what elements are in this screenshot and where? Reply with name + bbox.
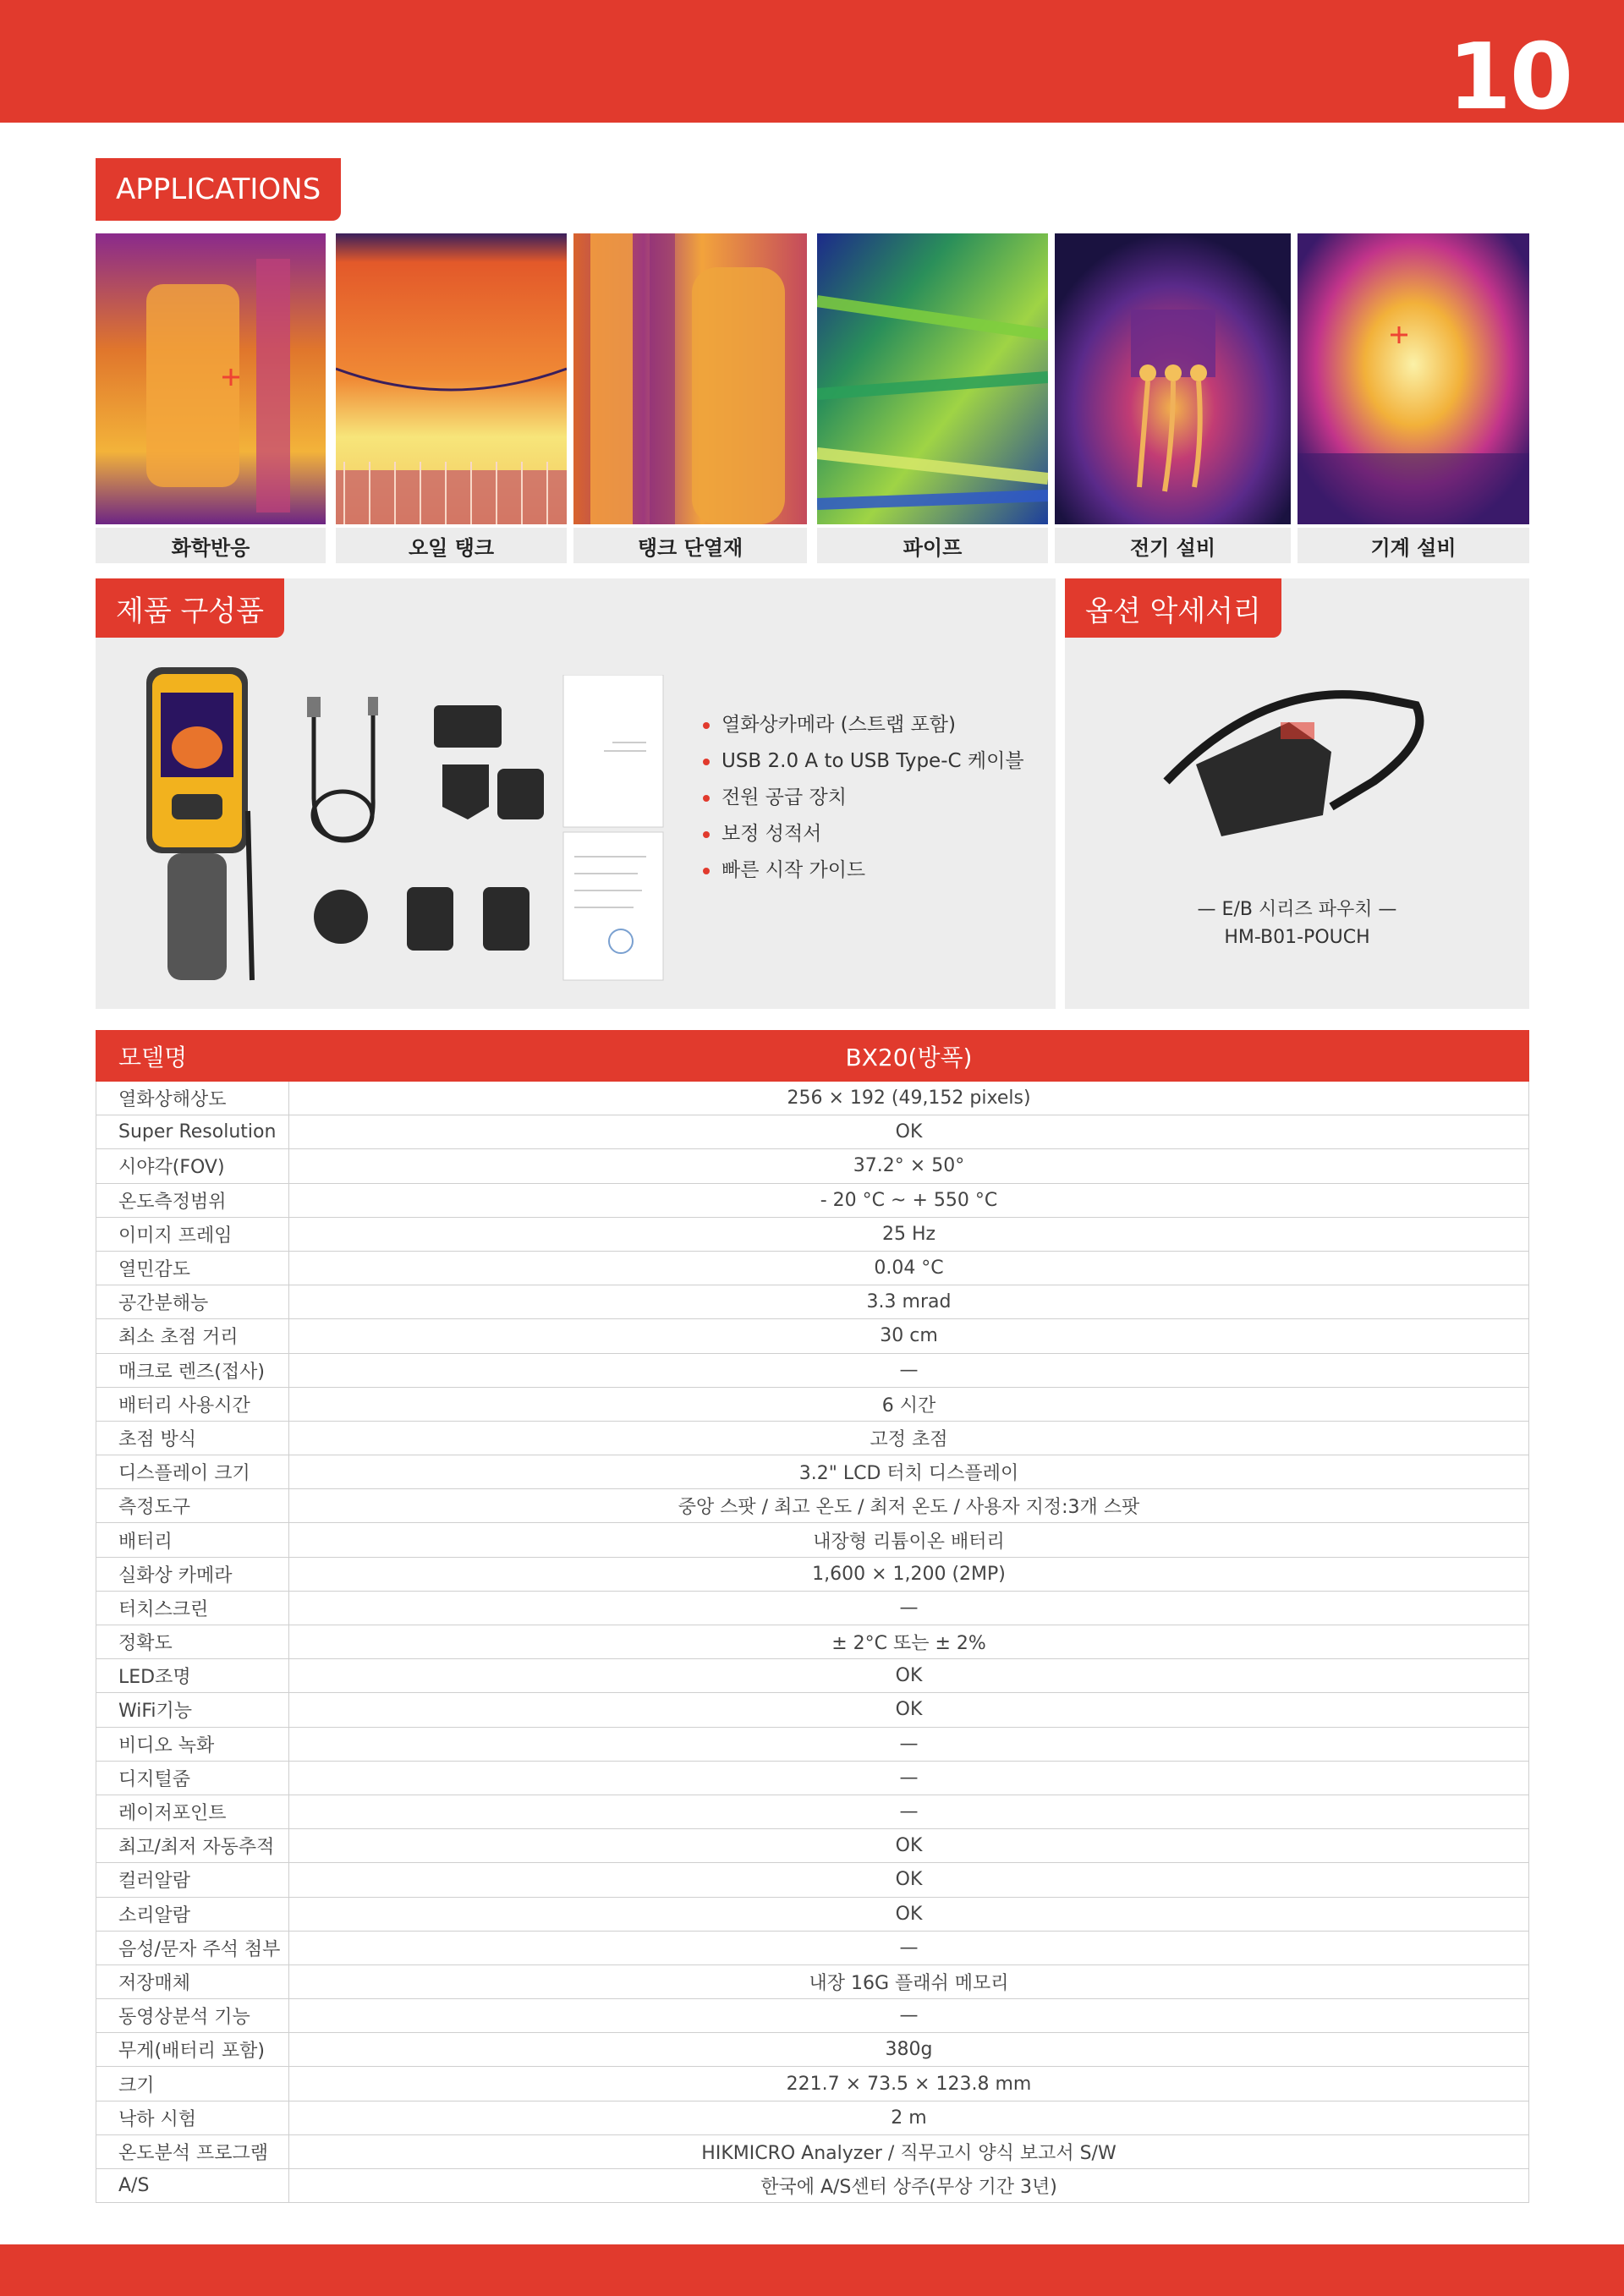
spec-label: 배터리 xyxy=(96,1523,289,1557)
spec-row xyxy=(96,2067,1529,2101)
spec-value: — xyxy=(289,1999,1529,2033)
spec-label: 소리알람 xyxy=(96,1897,289,1931)
spec-row xyxy=(96,1251,1529,1285)
spec-header-model: BX20(방폭) xyxy=(289,1031,1529,1082)
spec-row xyxy=(96,1761,1529,1795)
spec-value: 256 × 192 (49,152 pixels) xyxy=(289,1082,1529,1115)
spec-label: 배터리 사용시간 xyxy=(96,1387,289,1421)
spec-row xyxy=(96,1489,1529,1523)
spec-label: 측정도구 xyxy=(96,1489,289,1523)
spec-value: 1,600 × 1,200 (2MP) xyxy=(289,1557,1529,1591)
application-label: 전기 설비 xyxy=(1055,528,1291,563)
spec-value: 한국에 A/S센터 상주(무상 기간 3년) xyxy=(289,2169,1529,2203)
spec-value: 25 Hz xyxy=(289,1217,1529,1251)
spec-value: OK xyxy=(289,1693,1529,1727)
spec-value: — xyxy=(289,1795,1529,1828)
spec-label: 매크로 렌즈(접사) xyxy=(96,1353,289,1387)
spec-row xyxy=(96,1659,1529,1693)
spec-row xyxy=(96,1455,1529,1489)
spec-row xyxy=(96,1183,1529,1217)
spec-label: 터치스크린 xyxy=(96,1591,289,1625)
spec-label: 디지털줌 xyxy=(96,1761,289,1795)
application-oil-tank xyxy=(336,233,567,563)
spec-row xyxy=(96,1149,1529,1183)
thermal-image xyxy=(817,233,1048,524)
spec-value: 내장 16G 플래쉬 메모리 xyxy=(289,1964,1529,1998)
spec-label: 크기 xyxy=(96,2067,289,2101)
application-label: 기계 설비 xyxy=(1298,528,1529,563)
spec-value: OK xyxy=(289,1897,1529,1931)
spec-row xyxy=(96,1727,1529,1761)
package-contents-panel xyxy=(96,578,1056,1009)
spec-value: 6 시간 xyxy=(289,1387,1529,1421)
spec-row xyxy=(96,1285,1529,1319)
contents-item: 보정 성적서 xyxy=(703,816,1024,852)
thermal-image xyxy=(1298,233,1529,524)
spec-label: 정확도 xyxy=(96,1625,289,1659)
pouch-name: — E/B 시리즈 파우치 — xyxy=(1197,899,1397,920)
spec-value: — xyxy=(289,1353,1529,1387)
application-pipe xyxy=(817,233,1048,563)
spec-label: Super Resolution xyxy=(96,1115,289,1149)
spec-row xyxy=(96,1591,1529,1625)
spec-row xyxy=(96,1082,1529,1115)
page-number: 10 xyxy=(1447,25,1572,130)
spec-row xyxy=(96,1863,1529,1897)
spec-label: 음성/문자 주석 첨부 xyxy=(96,1931,289,1964)
package-contents-heading: 제품 구성품 xyxy=(96,578,284,638)
spec-row xyxy=(96,2033,1529,2067)
spec-row xyxy=(96,1964,1529,1998)
spec-row xyxy=(96,1795,1529,1828)
application-label: 오일 탱크 xyxy=(336,528,567,563)
documents-image xyxy=(562,675,667,983)
spec-label: 이미지 프레임 xyxy=(96,1217,289,1251)
spec-label: 공간분해능 xyxy=(96,1285,289,1319)
spec-label: 저장매체 xyxy=(96,1964,289,1998)
spec-label: 비디오 녹화 xyxy=(96,1727,289,1761)
spec-value: 0.04 °C xyxy=(289,1251,1529,1285)
spec-value: — xyxy=(289,1727,1529,1761)
spec-table xyxy=(96,1030,1529,2203)
optional-accessory-panel xyxy=(1065,578,1529,1009)
spec-row xyxy=(96,1217,1529,1251)
spec-value: 2 m xyxy=(289,2101,1529,2134)
application-label: 탱크 단열재 xyxy=(573,528,807,563)
spec-row xyxy=(96,1353,1529,1387)
spec-row xyxy=(96,2134,1529,2168)
spec-value: OK xyxy=(289,1863,1529,1897)
spec-value: — xyxy=(289,1761,1529,1795)
application-machinery xyxy=(1298,233,1529,563)
spec-header-label: 모델명 xyxy=(96,1031,289,1082)
spec-row xyxy=(96,2169,1529,2203)
spec-table-body xyxy=(96,1082,1529,2203)
thermal-image xyxy=(96,233,326,524)
spec-label: 무게(배터리 포함) xyxy=(96,2033,289,2067)
applications-gallery xyxy=(96,233,1529,563)
spec-row xyxy=(96,1557,1529,1591)
top-banner xyxy=(0,0,1624,130)
applications-heading: APPLICATIONS xyxy=(96,158,341,221)
spec-value: 30 cm xyxy=(289,1319,1529,1353)
spec-value: - 20 °C ~ + 550 °C xyxy=(289,1183,1529,1217)
application-label: 파이프 xyxy=(817,528,1048,563)
spec-value: — xyxy=(289,1591,1529,1625)
spec-value: 중앙 스팟 / 최고 온도 / 최저 온도 / 사용자 지정:3개 스팟 xyxy=(289,1489,1529,1523)
contents-item: 열화상카메라 (스트랩 포함) xyxy=(703,707,1024,743)
spec-label: 온도분석 프로그램 xyxy=(96,2134,289,2168)
spec-value: 37.2° × 50° xyxy=(289,1149,1529,1183)
contents-list xyxy=(703,707,1024,889)
spec-label: 열민감도 xyxy=(96,1251,289,1285)
bottom-banner xyxy=(0,2244,1624,2296)
spec-value: 221.7 × 73.5 × 123.8 mm xyxy=(289,2067,1529,2101)
pouch-model: HM-B01-POUCH xyxy=(1224,927,1370,948)
spec-value: 3.3 mrad xyxy=(289,1285,1529,1319)
spec-value: OK xyxy=(289,1115,1529,1149)
spec-label: 열화상해상도 xyxy=(96,1082,289,1115)
contents-item: 전원 공급 장치 xyxy=(703,780,1024,816)
spec-row xyxy=(96,1115,1529,1149)
spec-label: 최고/최저 자동추적 xyxy=(96,1829,289,1863)
spec-row xyxy=(96,1387,1529,1421)
spec-value: OK xyxy=(289,1659,1529,1693)
spec-row xyxy=(96,1931,1529,1964)
application-electrical xyxy=(1055,233,1291,563)
spec-value: HIKMICRO Analyzer / 직무고시 양식 보고서 S/W xyxy=(289,2134,1529,2168)
application-tank-insulation xyxy=(573,233,807,563)
spec-value: — xyxy=(289,1931,1529,1964)
thermal-image xyxy=(573,233,807,524)
spec-row xyxy=(96,1829,1529,1863)
accessories-image xyxy=(307,697,552,993)
spec-value: 고정 초점 xyxy=(289,1421,1529,1455)
application-label: 화학반응 xyxy=(96,528,326,563)
spec-row xyxy=(96,1625,1529,1659)
optional-accessory-heading: 옵션 악세서리 xyxy=(1065,578,1281,638)
spec-value: 3.2" LCD 터치 디스플레이 xyxy=(289,1455,1529,1489)
spec-row xyxy=(96,1421,1529,1455)
thermal-camera-image xyxy=(142,667,261,989)
spec-row xyxy=(96,1693,1529,1727)
spec-value: 380g xyxy=(289,2033,1529,2067)
spec-value: OK xyxy=(289,1829,1529,1863)
thermal-image xyxy=(336,233,567,524)
spec-row xyxy=(96,1897,1529,1931)
contents-item: 빠른 시작 가이드 xyxy=(703,852,1024,889)
spec-label: WiFi기능 xyxy=(96,1693,289,1727)
spec-label: 실화상 카메라 xyxy=(96,1557,289,1591)
spec-label: 컬러알람 xyxy=(96,1863,289,1897)
spec-label: 레이저포인트 xyxy=(96,1795,289,1828)
thermal-image xyxy=(1055,233,1291,524)
contents-item: USB 2.0 A to USB Type-C 케이블 xyxy=(703,743,1024,780)
pouch-image xyxy=(1162,688,1433,858)
spec-value: ± 2°C 또는 ± 2% xyxy=(289,1625,1529,1659)
spec-row xyxy=(96,1999,1529,2033)
spec-label: 초점 방식 xyxy=(96,1421,289,1455)
spec-label: 최소 초점 거리 xyxy=(96,1319,289,1353)
spec-row xyxy=(96,1523,1529,1557)
spec-row xyxy=(96,2101,1529,2134)
spec-label: 동영상분석 기능 xyxy=(96,1999,289,2033)
spec-label: 온도측정범위 xyxy=(96,1183,289,1217)
spec-label: A/S xyxy=(96,2169,289,2203)
spec-label: LED조명 xyxy=(96,1659,289,1693)
spec-label: 시야각(FOV) xyxy=(96,1149,289,1183)
spec-label: 디스플레이 크기 xyxy=(96,1455,289,1489)
spec-label: 낙하 시험 xyxy=(96,2101,289,2134)
application-chemical xyxy=(96,233,326,563)
spec-row xyxy=(96,1319,1529,1353)
spec-value: 내장형 리튬이온 배터리 xyxy=(289,1523,1529,1557)
